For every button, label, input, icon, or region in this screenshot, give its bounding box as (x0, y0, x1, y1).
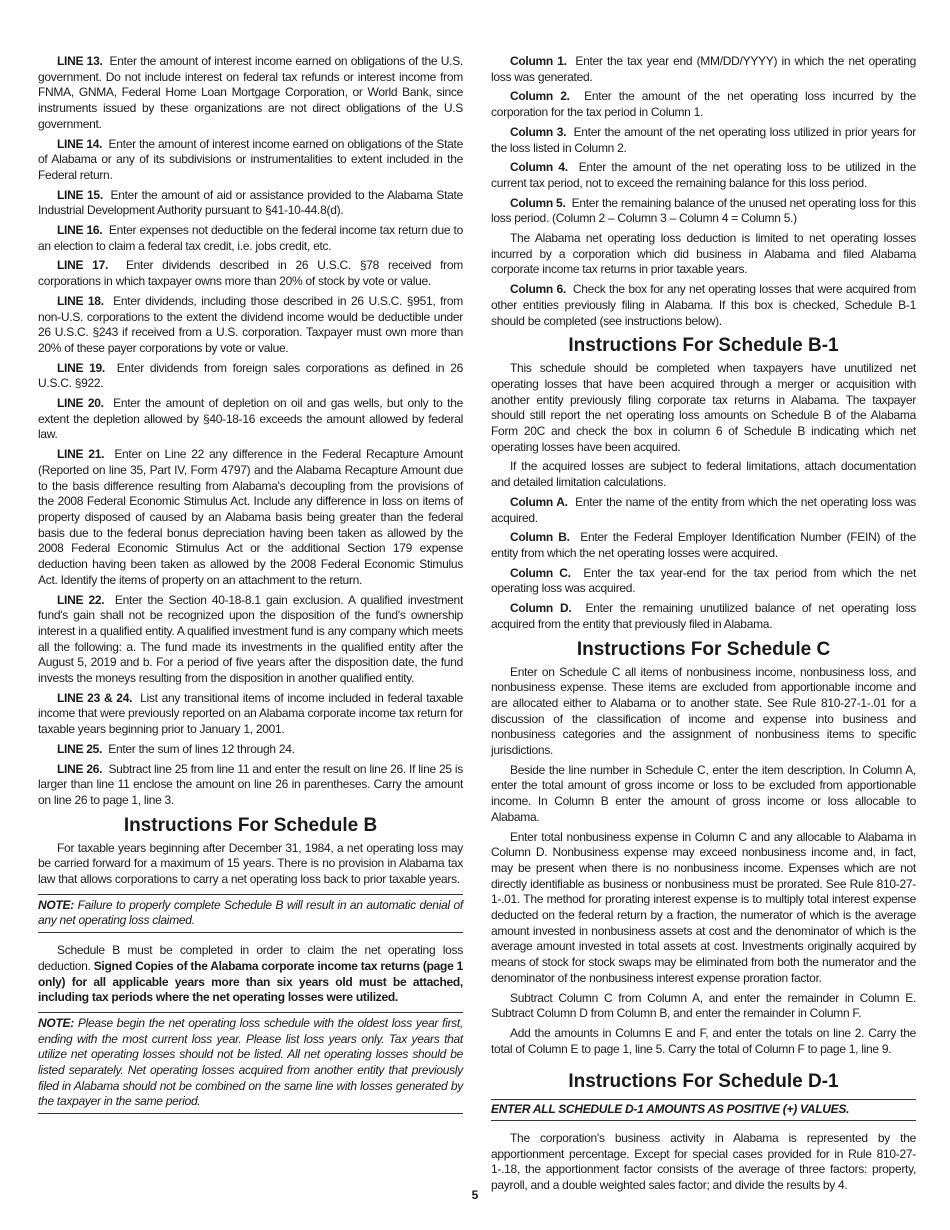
line-instruction (38, 742, 463, 758)
line-instruction-text: Enter dividends, including those described in 26 U.S.C. §951, from non-U.S. corporations to the extent the dividend income would be deductible under 26 U.S.C. §243 if received from a U.S. corporation. Taxpayer must own more than 20% of these payer corporations by vote or value. (38, 293, 464, 355)
b1-instruction-text: Enter the Federal Employer Identification Number (FEIN) of the entity from which the net operating losses were acquired. (491, 530, 916, 560)
line-instruction-label: LINE 18. (57, 293, 104, 308)
note-label: NOTE: (38, 1015, 74, 1030)
column-instruction-text: Enter the tax year end (MM/DD/YYYY) in which the net operating loss was generated. (491, 54, 917, 84)
line-instruction-label: LINE 23 & 24. (57, 690, 133, 705)
column-instruction (491, 160, 916, 191)
schedule-d1-heading: Instructions For Schedule D-1 (568, 1071, 839, 1093)
c-paragraph: Add the amounts in Columns E and F, and enter the totals on line 2. Carry the total of Column E to page 1, line 5. Carry the total of Column F to page 1, line 9. (491, 1025, 916, 1056)
line-instruction-label: LINE 17. (57, 258, 109, 273)
b1-instruction-text: Enter the tax year-end for the tax period from which the net operating loss was acquired. (491, 565, 917, 596)
c-paragraph: Subtract Column C from Column A, and enter the remainder in Column E. Subtract Column D from Column B, and enter the remainder in Column F. (491, 990, 916, 1021)
schedule-c-instructions (491, 665, 916, 1058)
line-instruction-text: Enter the amount of interest income earned on obligations of the U.S. government. Do not include interest on federal tax refunds or interest income from FNMA, GNMA, Federal Home Loan Mortgage Corporation, or World Bank, since instruments issued by these organizations are not direct obligations of the U.S government. (38, 54, 463, 131)
schedule-d1-paragraph: The corporation's business activity in Alabama is represented by the apportionment percentage. Except for special cases provided for in Rule 810-27-1-.18, the apportionment factor consists of the average of three factors: property, payroll, and a double weighted sales factor; and divide the results by 4. (491, 1131, 916, 1193)
column-instruction (491, 196, 916, 227)
b1-instruction (491, 495, 916, 526)
line-instruction (38, 223, 463, 254)
b1-instruction-label: Column D. (510, 601, 572, 616)
column-instruction-label: Column 3. (510, 124, 567, 139)
column-instruction-text: Enter the remaining balance of the unused net operating loss for this loss period. (Column 2 – Column 3 – Column 4 = Column 5.) (491, 195, 917, 226)
schedule-b-note-1 (38, 894, 463, 933)
b1-instruction-label: Column C. (510, 565, 571, 580)
b1-instruction-text: This schedule should be completed when taxpayers have unutilized net operating losses that have been acquired through a merger or acquisition with another entity previously filing corporate tax returns in Alabama. The taxpayer should still report the net operating loss amounts on Schedule B of the Alabama Form 20C and check the box in column 6 of Schedule B indicating which net operating losses have been acquired. (491, 361, 916, 454)
column-instruction (491, 231, 916, 278)
document-page (38, 54, 916, 1204)
b1-instruction-text: Enter the name of the entity from which the net operating loss was acquired. (491, 494, 917, 525)
line-instruction-text: Enter the amount of interest income earned on obligations of the State of Alabama or any of its subdivisions or instrumentalities to extent included in the Federal return. (38, 136, 463, 182)
line-instruction-text: List any transitional items of income included in federal taxable income that were previously reported on an Alabama corporate income tax return for taxable years beginning prior to January 1, 2001. (38, 690, 463, 737)
right-column (491, 54, 916, 1198)
b1-instruction (491, 601, 916, 632)
b1-instruction (491, 459, 916, 490)
schedule-b-body (38, 943, 463, 1006)
note-label: NOTE: (38, 897, 74, 912)
line-instruction-text: Enter the amount of aid or assistance provided to the Alabama State Industrial Development Authority pursuant to §41-10-44.8(d). (38, 187, 463, 218)
line-instruction-text: Enter dividends described in 26 U.S.C. §78 received from corporations in which taxpayer owns more than 20% of stock by vote or value. (38, 258, 463, 289)
line-instruction-text: Enter dividends from foreign sales corporations as defined in 26 U.S.C. §922. (38, 360, 463, 391)
page-number: 5 (471, 1188, 479, 1202)
column-instruction-text: Enter the amount of the net operating loss to be utilized in the current tax period, not to exceed the remaining balance for this loss period. (491, 160, 917, 190)
column-instruction-label: Column 4. (510, 160, 568, 175)
column-instruction-label: Column 5. (510, 195, 566, 210)
column-instruction-text: Enter the amount of the net operating loss incurred by the corporation for the tax period in Column 1. (491, 89, 917, 120)
line-instruction (38, 188, 463, 219)
b1-instruction (491, 566, 916, 597)
column-instruction (491, 89, 916, 120)
line-instruction-label: LINE 19. (57, 360, 105, 375)
note-text: Failure to properly complete Schedule B will result in an automatic denial of any net operating loss claimed. (38, 897, 463, 928)
line-instruction (38, 54, 463, 133)
line-instruction (38, 447, 463, 588)
column-instruction-text: Enter the amount of the net operating loss utilized in prior years for the loss listed in Column 2. (491, 124, 917, 155)
left-column (38, 54, 463, 1124)
b1-instruction-text: Enter the remaining unutilized balance of net operating loss acquired from the entity that previously filed in Alabama. (491, 601, 917, 631)
column-instruction (491, 54, 916, 85)
line-instruction-label: LINE 21. (57, 447, 105, 462)
line-instruction (38, 258, 463, 289)
line-instruction-label: LINE 15. (57, 187, 103, 202)
line-instruction-label: LINE 26. (57, 761, 103, 776)
line-instructions (38, 54, 463, 809)
line-instruction (38, 294, 463, 357)
line-instruction-label: LINE 13. (57, 54, 103, 68)
schedule-b1-instructions (491, 361, 916, 632)
line-instruction-label: LINE 22. (57, 592, 105, 607)
line-instruction-text: Enter expenses not deductible on the federal income tax return due to an election to claim a federal tax credit, i.e. jobs credit, etc. (38, 223, 463, 253)
b1-instruction (491, 530, 916, 561)
schedule-b-body-plain: Schedule B must be completed in order to claim the net operating loss deduction. (38, 943, 463, 973)
line-instruction (38, 396, 463, 443)
column-instruction (491, 282, 916, 329)
schedule-b-intro: For taxable years beginning after December 31, 1984, a net operating loss may be carried forward for a maximum of 15 years. There is no provision in Alabama tax law that allows corporations to carry a net operating loss back to prior taxable years. (38, 840, 463, 887)
schedule-b-heading: Instructions For Schedule B (123, 814, 378, 836)
line-instruction (38, 361, 463, 392)
line-instruction (38, 137, 463, 184)
column-instruction-label: Column 2. (510, 89, 570, 104)
schedule-b-body-bold: Signed Copies of the Alabama corporate income tax returns (page 1 only) for all applicable years more than six years old must be attached, including tax periods where the net operating losses were utilized. (38, 958, 463, 1005)
line-instruction (38, 593, 463, 687)
line-instruction-text: Enter the Section 40-18-8.1 gain exclusion. A qualified investment fund's gain shall not be recognized upon the disposition of the fund's ownership interest in a qualified entity. A qualified investment fund is any company which meets all the following: a. The fund made its investments in the qualified entity after the August 5, 2019 and b. For a period of five years after the disposition date, the fund invests the moneys resulting from the disposition in another qualified entity. (38, 592, 463, 686)
b1-instruction-label: Column B. (510, 530, 570, 545)
line-instruction (38, 691, 463, 738)
column-instruction-label: Column 1. (510, 54, 567, 68)
line-instruction-label: LINE 25. (57, 741, 103, 756)
c-paragraph: Enter on Schedule C all items of nonbusiness income, nonbusiness loss, and nonbusiness expense. These items are excluded from apportionable income and are allocated either to Alabama or to another state. See Rule 810-27-1-.01 for a discussion of the classification of income and expense into business and nonbusiness categories and the assignment of nonbusiness items to specific jurisdictions. (491, 664, 916, 758)
note-text: Please begin the net operating loss schedule with the oldest loss year first, ending with the most current loss year. Please list loss years only. Tax years that utilize net operating losses should not be listed. All net operating losses should be listed separately. Net operating losses acquired from another entity that previously filed in Alabama should not be combined on the same line with losses generated by the taxpayer in the same period. (38, 1015, 464, 1109)
b1-instruction (491, 361, 916, 455)
c-paragraph: Beside the line number in Schedule C, enter the item description. In Column A, enter the total amount of gross income or loss to be excluded from apportionable income. In Column B enter the amount of gross income or loss allocable to Alabama. (491, 762, 916, 824)
line-instruction-label: LINE 14. (57, 136, 103, 151)
schedule-b1-heading: Instructions For Schedule B-1 (568, 335, 839, 357)
schedule-b-note-2 (38, 1012, 463, 1114)
schedule-b-columns (491, 54, 916, 329)
b1-instruction-text: If the acquired losses are subject to federal limitations, attach documentation and detailed limitation calculations. (491, 459, 916, 490)
schedule-c-heading: Instructions For Schedule C (576, 638, 831, 660)
column-instruction-text: Check the box for any net operating losses that were acquired from other entities previously filing in Alabama. If this box is checked, Schedule B-1 should be completed (see instructions below). (491, 282, 916, 328)
line-instruction-text: Enter on Line 22 any difference in the Federal Recapture Amount (Reported on line 35, Part IV, Form 4797) and the Alabama Recapture Amount due to the basis difference resulting from Alabama's decoupling from the provisions of the 2008 Federal Economic Stimulus Act. Include any difference in loss on items of property disposed of caused by an Alabama basis being greater than the federal basis due to the federal bonus depreciation having been taken as allowed by the 2008 Federal Economic Stimulus Act or the additional Section 179 expense deduction having been taken as allowed by the 2008 Federal Economic Stimulus Act. Identify the items of property on an attachment to the return. (38, 447, 463, 587)
line-instruction-label: LINE 16. (57, 223, 103, 238)
line-instruction-text: Enter the sum of lines 12 through 24. (108, 741, 295, 756)
column-instruction-text: The Alabama net operating loss deduction is limited to net operating losses incurred by a corporation which did business in Alabama and filed Alabama corporate income tax returns in prior taxable years. (491, 231, 916, 277)
c-paragraph: Enter total nonbusiness expense in Column C and any allocable to Alabama in Column D. Nonbusiness expense may exceed nonbusiness income and, in fact, may be present when there is no nonbusiness income. Expenses which are not directly identifiable as business or nonbusiness must be prorated. See Rule 810-27-1-.01. The method for prorating interest expense is to multiply total interest expense deducted on the federal return by a fraction, the numerator of which is the average amount invested in nonbusiness assets at cost and the denominator of which is the average amount invested in total assets at cost. Investments originally acquired by means of stock for stock swaps may be eliminated from both the numerator and the denominator of the nonbusiness interest expense proration factor. (491, 829, 916, 985)
line-instruction-label: LINE 20. (57, 396, 104, 411)
line-instruction-text: Enter the amount of depletion on oil and gas wells, but only to the extent the depletion allowed by §40-18-16 exceeds the amount allowed by federal law. (38, 396, 463, 442)
schedule-d1-enter-all: ENTER ALL SCHEDULE D-1 AMOUNTS AS POSITIVE (+) VALUES. (491, 1099, 916, 1121)
column-instruction-label: Column 6. (510, 282, 566, 297)
line-instruction (38, 762, 463, 809)
b1-instruction-label: Column A. (510, 494, 568, 509)
column-instruction (491, 125, 916, 156)
line-instruction-text: Subtract line 25 from line 11 and enter the result on line 26. If line 25 is larger than line 11 enclose the amount on line 26 in parentheses. Carry the amount on line 26 to page 1, line 3. (38, 761, 463, 807)
